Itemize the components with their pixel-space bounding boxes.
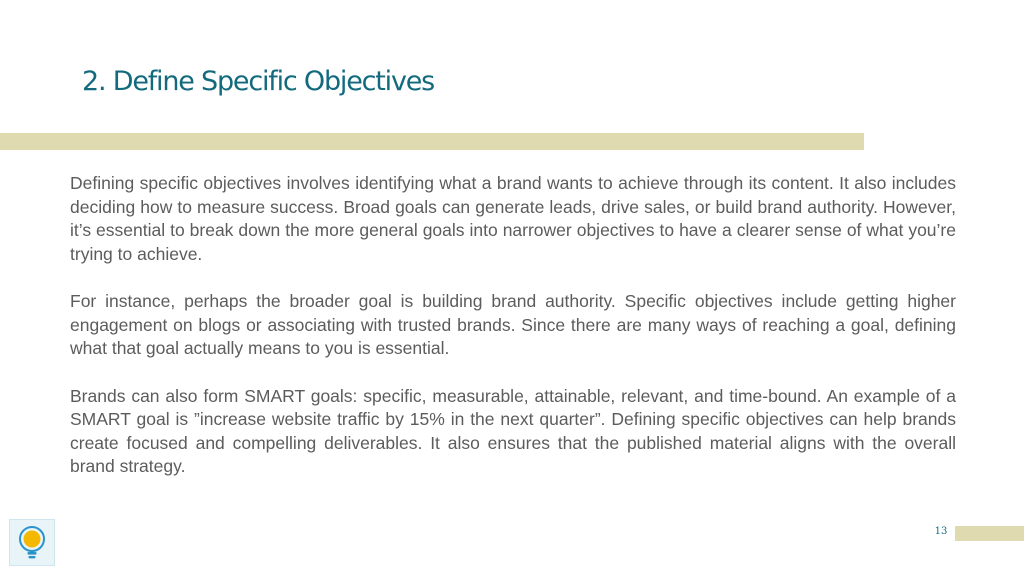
paragraph-example: For instance, perhaps the broader goal is building brand authority. Specific objectives include getting higher engagement on blogs or associating with trusted brands. Since there are many ways of reaching a goal, defining what that goal actually means to you is essential.	[70, 291, 956, 358]
title-accent-bar	[0, 133, 864, 150]
lightbulb-icon	[15, 525, 49, 561]
paragraph-objectives: Defining specific objectives involves identifying what a brand wants to achieve through its content. It also includes deciding how to measure success. Broad goals can generate leads, drive sales, or build brand authority. However, it’s essential to break down the more general goals into narrower objectives to have a clearer sense of what you’re trying to achieve.	[70, 173, 956, 264]
paragraph-smart-goals: Brands can also form SMART goals: specific, measurable, attainable, relevant, and time-bound. An example of a SMART goal is ”increase website traffic by 15% in the next quarter”. Defining specific objectives can help brands create focused and compelling deliverables. It also ensures that the published material aligns with the overall brand strategy.	[70, 385, 956, 476]
slide-title: 2. Define Specific Objectives	[82, 66, 435, 97]
logo	[9, 519, 55, 566]
footer-accent-bar	[955, 526, 1024, 541]
page-number: 13	[934, 526, 948, 537]
slide-body	[70, 172, 956, 479]
